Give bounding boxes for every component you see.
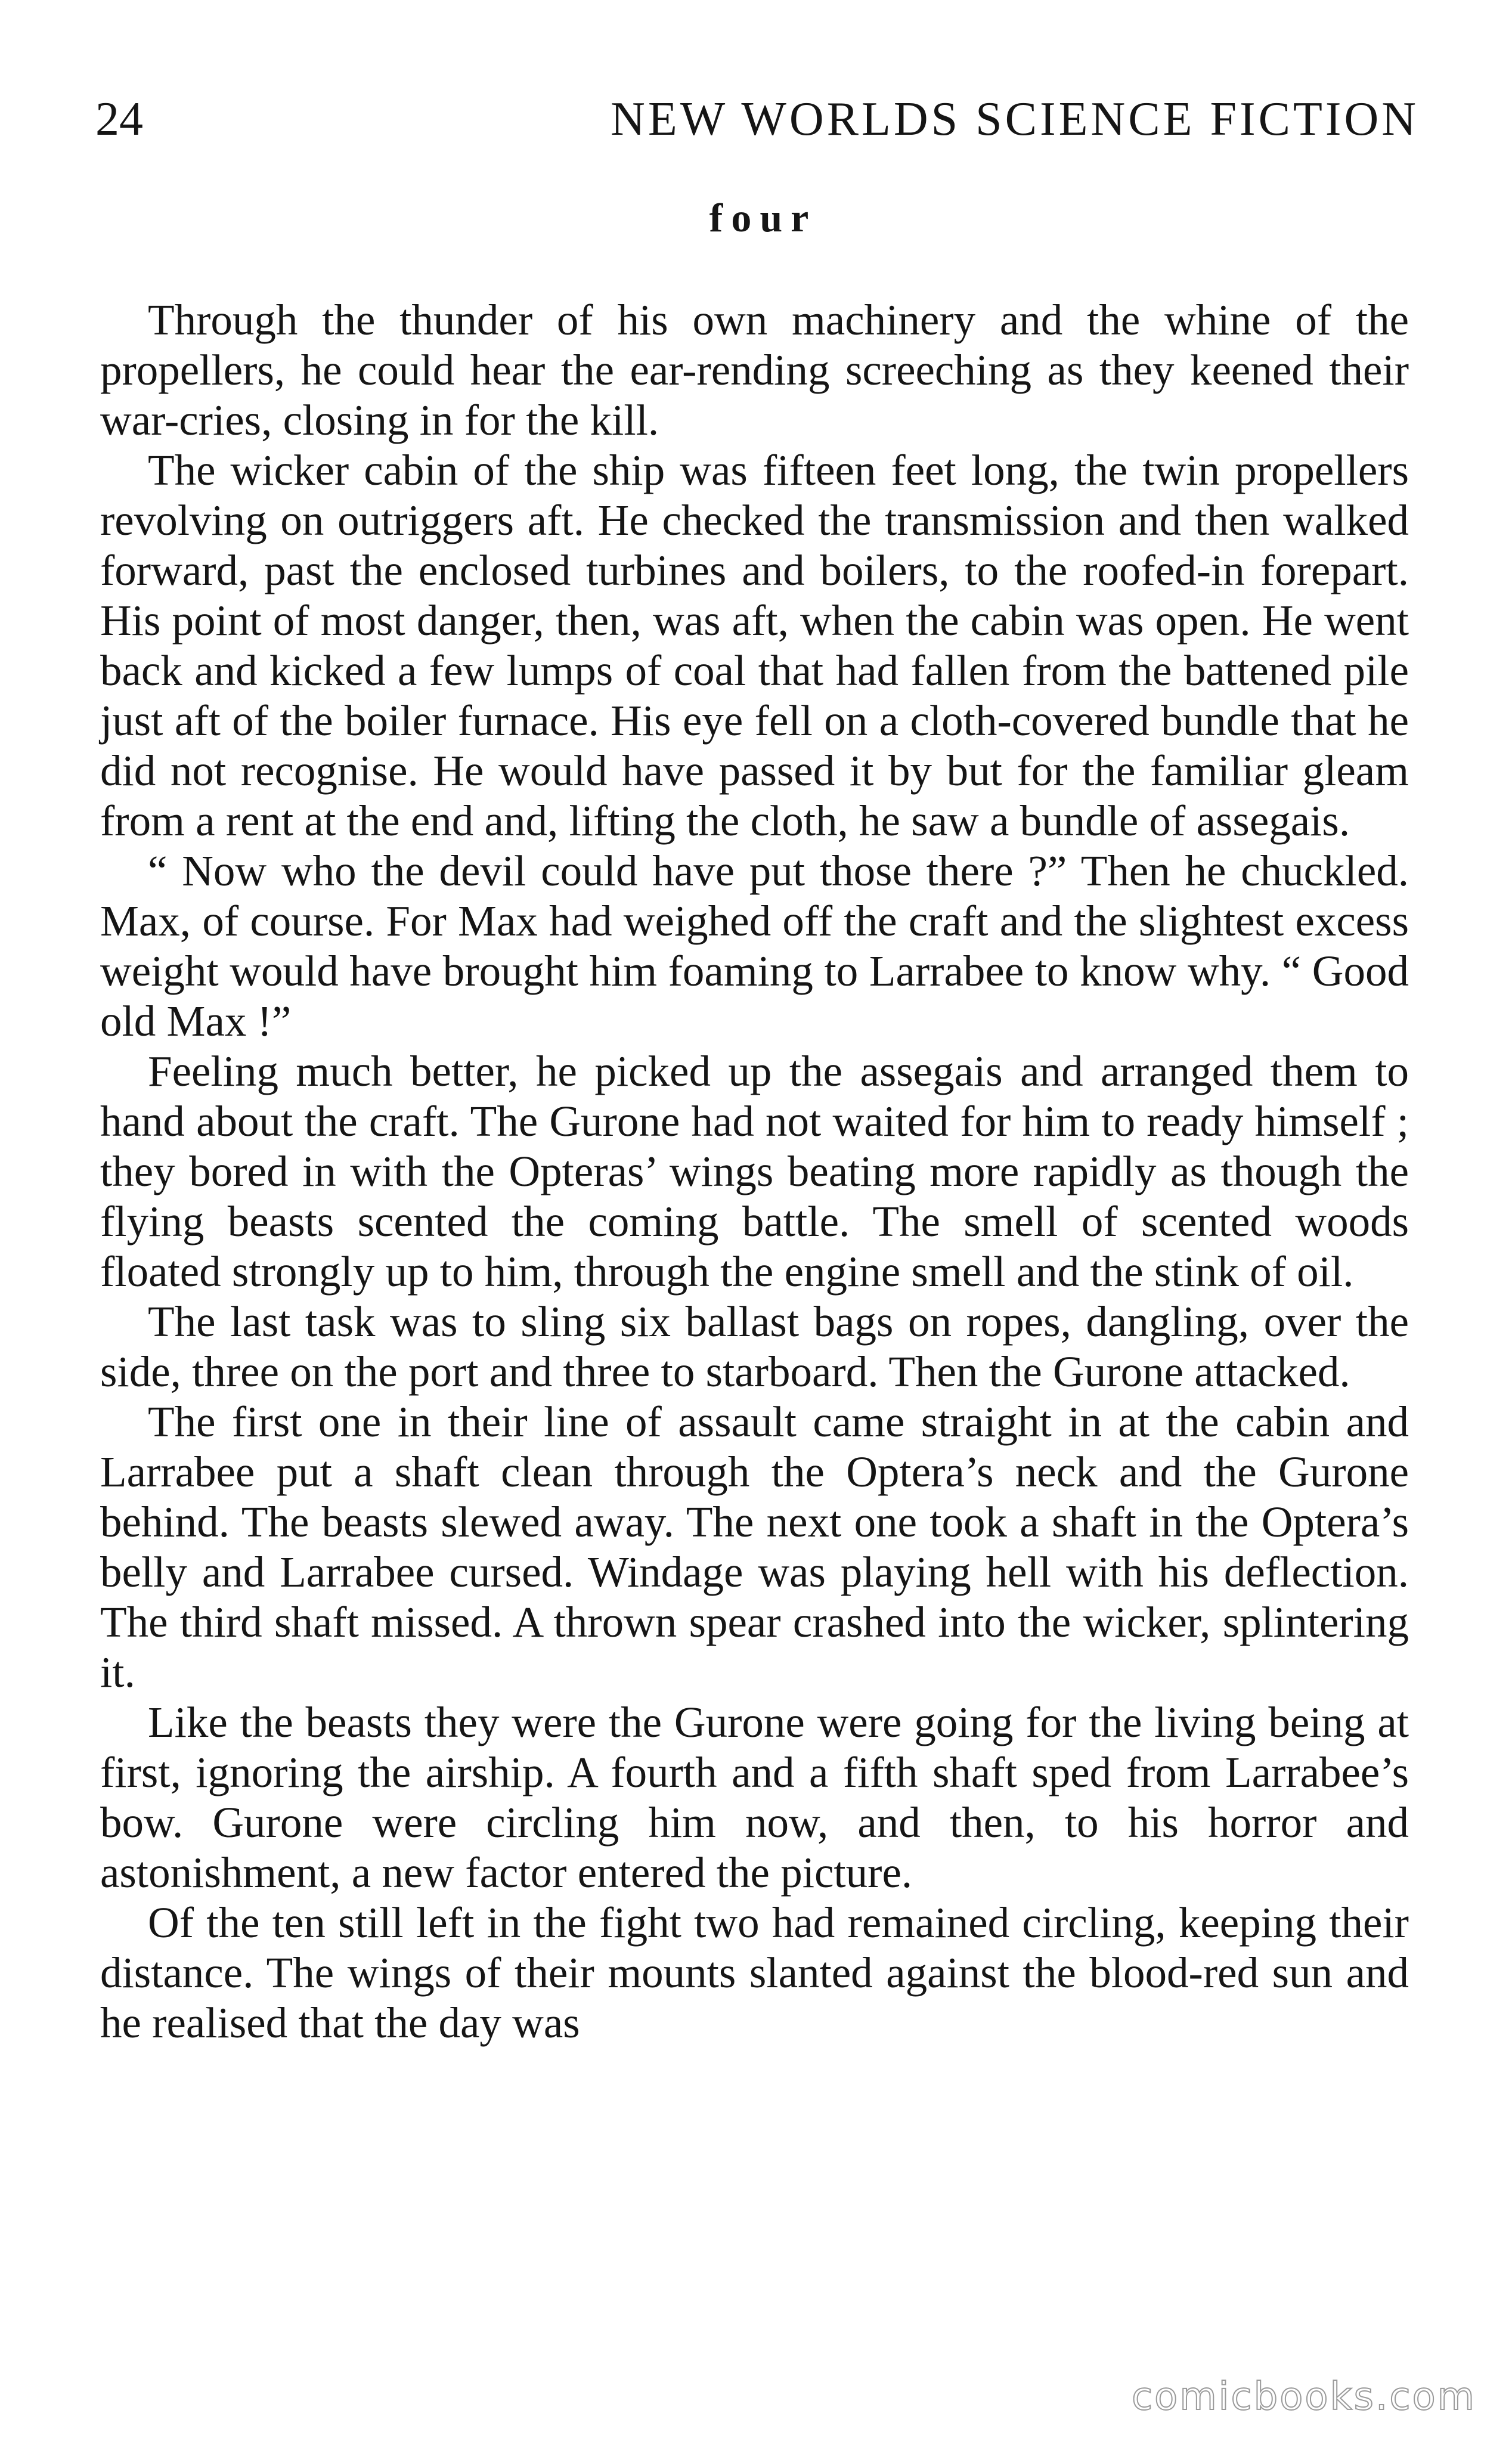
page-number: 24 [95,93,143,145]
running-title: NEW WORLDS SCIENCE FICTION [611,93,1419,145]
story-body [100,295,1409,2048]
paragraph: “ Now who the devil could have put those there ?” Then he chuckled. Max, of course. For Max had weighed off the craft and the slightest excess weight would have brought him foaming to Larrabee to know why. “ Good old Max !” [100,847,1409,1045]
paragraph: Of the ten still left in the fight two had remained circling, keeping their distance. The wings of their mounts slanted against the blood-red sun and he realised that the day was [100,1898,1409,2047]
paragraph: Feeling much better, he picked up the assegais and arranged them to hand about the craft. The Gurone had not waited for him to ready himself ; they bored in with the Opteras’ wings beating more rapidly as though the flying beasts scented the coming battle. The smell of scented woods floated strongly up to him, through the engine smell and the stink of oil. [100,1047,1409,1296]
watermark: comicbooks.com [1131,2375,1476,2419]
paragraph: The first one in their line of assault came straight in at the cabin and Larrabee put a shaft clean through the Optera’s neck and the Gurone behind. The beasts slewed away. The next one took a shaft in the Optera’s belly and Larrabee cursed. Windage was playing hell with his deflection. The third shaft missed. A thrown spear crashed into the wicker, splintering it. [100,1398,1409,1696]
paragraph: Like the beasts they were the Gurone were going for the living being at first, ignoring the airship. A fourth and a fifth shaft sped from Larrabee’s bow. Gurone were circling him now, and then, to his horror and astonishment, a new factor entered the picture. [100,1698,1409,1897]
page-header [95,83,1419,155]
paragraph: The last task was to sling six ballast bags on ropes, dangling, over the side, three on the port and three to starboard. Then the Gurone attacked. [100,1297,1409,1396]
chapter-heading: four [709,195,817,240]
paragraph: Through the thunder of his own machinery and the whine of the propellers, he could hear the ear-rending screeching as they keened their war-cries, closing in for the kill. [100,296,1409,444]
paragraph: The wicker cabin of the ship was fifteen feet long, the twin propellers revolving on outriggers aft. He checked the transmission and then walked forward, past the enclosed turbines and boilers, to the roofed-in forepart. His point of most danger, then, was aft, when the cabin was open. He went back and kicked a few lumps of coal that had fallen from the battened pile just aft of the boiler furnace. His eye fell on a cloth-covered bundle that he did not recognise. He would have passed it by but for the familiar gleam from a rent at the end and, lifting the cloth, he saw a bundle of assegais. [100,446,1409,845]
